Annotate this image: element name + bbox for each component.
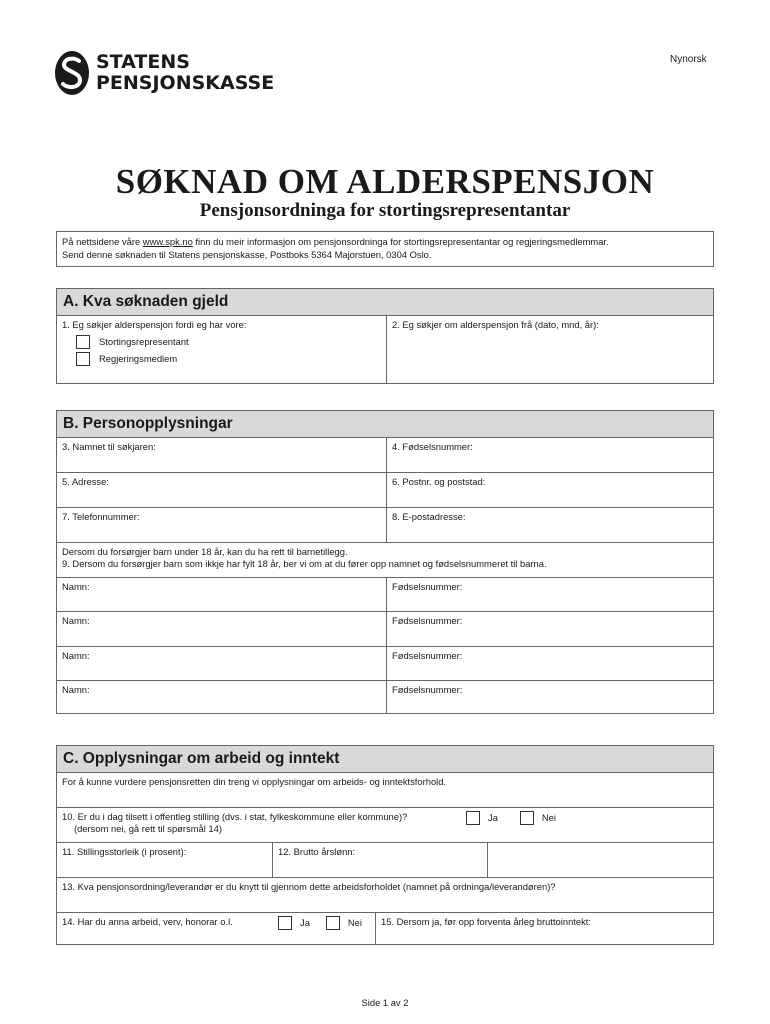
info-text: På nettsidene våre <box>62 236 143 247</box>
logo-line2: PENSJONSKASSE <box>96 72 275 94</box>
option-stortingsrepresentant[interactable] <box>76 333 381 350</box>
child-id-field[interactable] <box>386 647 713 680</box>
field-5[interactable] <box>57 473 386 507</box>
option-regjeringsmedlem[interactable] <box>76 350 381 367</box>
checkbox-14-nei[interactable] <box>326 916 340 930</box>
checkbox-stortingsrepresentant[interactable] <box>76 335 90 349</box>
option-label: Nei <box>541 812 556 823</box>
field-11-label: 11. Stillingsstorleik (i prosent): <box>62 846 187 857</box>
section-c <box>56 745 714 945</box>
option-10-ja[interactable] <box>466 811 498 825</box>
info-line2: Send denne søknaden til Statens pensjonskasse, Postboks 5364 Majorstuen, 0304 Oslo. <box>62 249 432 260</box>
page-title: SØKNAD OM ALDERSPENSJON <box>115 162 655 201</box>
children-note <box>57 543 713 577</box>
child-name-field[interactable] <box>57 681 386 714</box>
option-label: Nei <box>347 917 362 928</box>
field-14 <box>57 913 375 944</box>
field-8[interactable] <box>386 508 713 542</box>
checkbox-10-ja[interactable] <box>466 811 480 825</box>
children-note-line2: 9. Dersom du forsørgjer barn som ikkje har fylt 18 år, ber vi om at du fører opp namnet og fødselsnummeret til barna. <box>62 558 547 569</box>
field-1 <box>57 316 386 383</box>
logo-wordmark <box>96 52 274 94</box>
field-13[interactable] <box>57 878 713 912</box>
field-10 <box>57 808 713 842</box>
option-14-nei[interactable] <box>326 916 362 930</box>
child-name-field[interactable] <box>57 612 386 646</box>
field-10-hint: (dersom nei, gå rett til spørsmål 14) <box>74 823 222 834</box>
option-label: Stortingsrepresentant <box>99 335 189 347</box>
checkbox-regjeringsmedlem[interactable] <box>76 352 90 366</box>
field-4-label: 4. Fødselsnummer: <box>392 441 473 452</box>
field-3[interactable] <box>57 438 386 472</box>
child-id-field[interactable] <box>386 578 713 611</box>
field-12-label: 12. Brutto årslønn: <box>278 846 356 857</box>
section-a-heading: A. Kva søknaden gjeld <box>57 289 713 316</box>
field-15-label: 15. Dersom ja, før opp forventa årleg bruttoinntekt: <box>381 916 591 927</box>
section-c-intro: For å kunne vurdere pensjonsretten din treng vi opplysningar om arbeids- og inntektsforhold. <box>62 776 447 787</box>
field-7-label: 7. Telefonnummer: <box>62 511 140 522</box>
child-name-label: Namn: <box>62 650 90 661</box>
field-6[interactable] <box>386 473 713 507</box>
field-3-label: 3. Namnet til søkjaren: <box>62 441 156 452</box>
page-subtitle: Pensjonsordninga for stortingsrepresentantar <box>199 200 571 221</box>
option-14-ja[interactable] <box>278 916 310 930</box>
info-box <box>56 231 714 267</box>
field-8-label: 8. E-postadresse: <box>392 511 466 522</box>
option-10-nei[interactable] <box>520 811 556 825</box>
section-c-heading: C. Opplysningar om arbeid og inntekt <box>57 746 713 773</box>
field-6-label: 6. Postnr. og poststad: <box>392 476 486 487</box>
info-text: finn du meir informasjon om pensjonsordninga for stortingsrepresentantar og regjeringsmedlemmar. <box>192 236 609 247</box>
child-id-label: Fødselsnummer: <box>392 581 463 592</box>
option-label: Ja <box>488 812 498 823</box>
field-5-label: 5. Adresse: <box>62 476 109 487</box>
info-line1 <box>62 235 708 248</box>
field-10-label: 10. Er du i dag tilsett i offentleg stilling (dvs. i stat, fylkeskommune eller kommune)? <box>62 811 408 822</box>
checkbox-10-nei[interactable] <box>520 811 534 825</box>
section-b <box>56 410 714 714</box>
field-13-label: 13. Kva pensjonsordning/leverandør er du knytt til gjennom dette arbeidsforholdet (namnet på ordninga/leverandøren)? <box>62 881 556 892</box>
children-note-line1: Dersom du forsørgjer barn under 18 år, kan du ha rett til barnetillegg. <box>62 546 348 557</box>
child-id-label: Fødselsnummer: <box>392 615 463 626</box>
section-b-heading: B. Personopplysningar <box>57 411 713 438</box>
logo <box>54 50 274 96</box>
child-name-label: Namn: <box>62 684 90 695</box>
field-12[interactable] <box>272 843 487 877</box>
child-name-label: Namn: <box>62 615 90 626</box>
field-1-label: 1. Eg søkjer alderspensjon fordi eg har vore: <box>62 319 247 330</box>
field-2-label: 2. Eg søkjer om alderspensjon frå (dato, mnd, år): <box>392 319 599 330</box>
option-label: Ja <box>300 917 310 928</box>
language-label: Nynorsk <box>670 54 707 65</box>
field-15[interactable] <box>375 913 713 944</box>
spk-logo-icon <box>54 50 90 96</box>
field-12-value[interactable] <box>487 843 713 877</box>
child-id-label: Fødselsnummer: <box>392 650 463 661</box>
option-label: Regjeringsmedlem <box>99 352 178 364</box>
field-4[interactable] <box>386 438 713 472</box>
child-id-field[interactable] <box>386 612 713 646</box>
field-11[interactable] <box>57 843 272 877</box>
spk-link[interactable]: www.spk.no <box>142 236 193 247</box>
field-7[interactable] <box>57 508 386 542</box>
child-name-field[interactable] <box>57 578 386 611</box>
logo-line1: STATENS <box>96 51 190 73</box>
checkbox-14-ja[interactable] <box>278 916 292 930</box>
field-2[interactable] <box>386 316 713 383</box>
child-id-field[interactable] <box>386 681 713 714</box>
child-name-field[interactable] <box>57 647 386 680</box>
child-id-label: Fødselsnummer: <box>392 684 463 695</box>
field-14-label: 14. Har du anna arbeid, verv, honorar o.l. <box>62 916 233 927</box>
child-name-label: Namn: <box>62 581 90 592</box>
page-number: Side 1 av 2 <box>361 997 409 1008</box>
section-a <box>56 288 714 384</box>
